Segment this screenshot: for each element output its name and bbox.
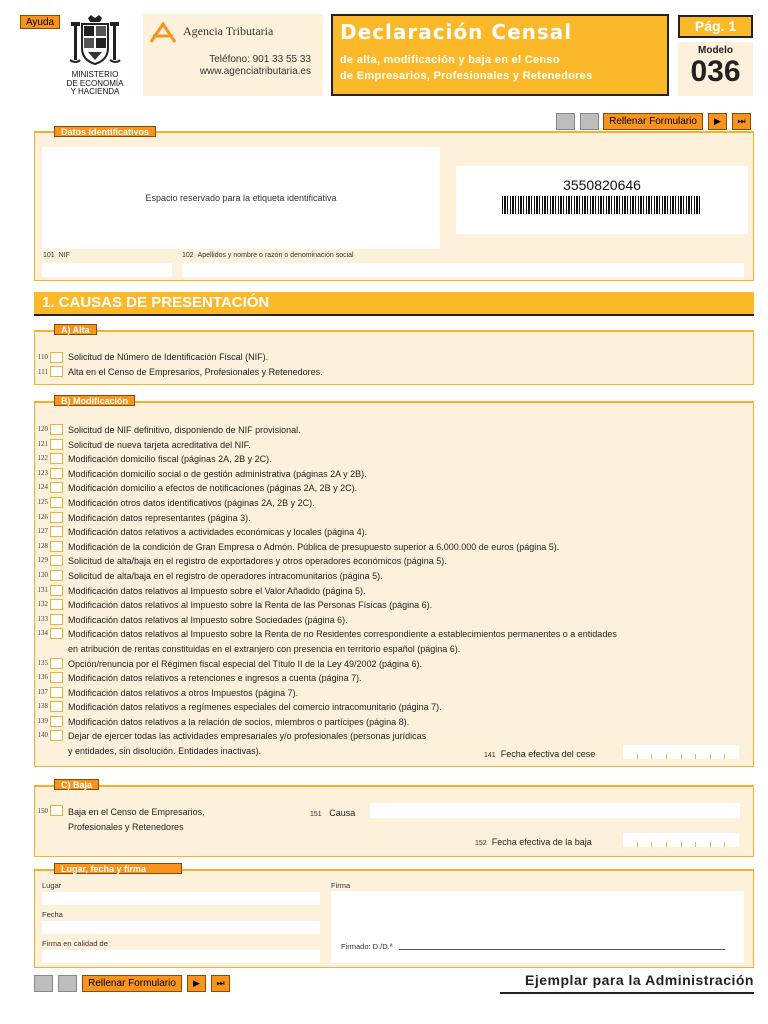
baja-item: 150 Baja en el Censo de Empresarios, Profesionales y Retenedores — [36, 805, 205, 834]
checkbox-135[interactable] — [50, 658, 63, 669]
checkbox-129[interactable] — [50, 555, 63, 566]
form-title-box — [331, 14, 669, 96]
list-item-text: Modificación datos relativos a regímenes especiales del comercio intracomunitario (página 7). — [68, 702, 442, 713]
fill-form-button-bottom[interactable]: Rellenar Formulario — [82, 975, 182, 992]
ministry-name: MINISTERIO DE ECONOMÍA Y HACIENDA — [66, 70, 124, 96]
alta-section-label: A) Alta — [54, 324, 97, 335]
checkbox-136[interactable] — [50, 672, 63, 683]
baja-date-label: 152 Fecha efectiva de la baja — [475, 837, 592, 847]
date-input[interactable] — [42, 921, 320, 934]
next-arrow-icon: ▶ — [193, 978, 200, 988]
list-item-text: Modificación de la condición de Gran Empresa o Admón. Pública de presupuesto superior a 6.000.000 de euros (página 5). — [68, 541, 560, 552]
barcode-box — [456, 166, 748, 234]
prev-nav-button[interactable] — [556, 113, 575, 130]
list-item: 122 Modificación domicilio fiscal (páginas 2A, 2B y 2C). — [36, 452, 617, 467]
checkbox-138[interactable] — [50, 701, 63, 712]
list-item: 110 Solicitud de Número de Identificación Fiscal (NIF). — [37, 352, 269, 363]
list-item: 139 Modificación datos relativos a la relación de socios, miembros o partícipes (página 8). — [36, 715, 617, 730]
list-item-text: Modificación datos relativos al Impuesto sobre la Renta de no Residentes correspondiente a establecimientos permanentes o a entidades — [68, 629, 617, 640]
cese-date-input[interactable] — [623, 745, 739, 759]
causa-label: 151 Causa — [310, 808, 356, 818]
checkbox-127[interactable] — [50, 526, 63, 537]
nif-input[interactable] — [42, 263, 172, 277]
checkbox-128[interactable] — [50, 541, 63, 552]
list-item: 133 Modificación datos relativos al Impuesto sobre Sociedades (página 6). — [36, 613, 617, 628]
cese-date-label: 141 Fecha efectiva del cese — [484, 749, 596, 759]
list-item-text: Solicitud de NIF definitivo, disponiendo de NIF provisional. — [68, 425, 301, 435]
form-subtitle-1: de alta, modificación y baja en el Censo — [340, 54, 560, 66]
checkbox-137[interactable] — [50, 687, 63, 698]
checkbox-132[interactable] — [50, 599, 63, 610]
list-item: 126 Modificación datos representantes (página 3). — [36, 511, 617, 526]
list-item-text: Modificación datos representantes (página 3). — [68, 512, 251, 523]
list-item-text: Modificación datos relativos a la relación de socios, miembros o partícipes (página 8). — [68, 716, 410, 727]
list-item: 111 Alta en el Censo de Empresarios, Profesionales y Retenedores. — [38, 366, 323, 377]
agency-box — [143, 14, 323, 96]
checkbox-131[interactable] — [50, 585, 63, 596]
agency-name: Agencia Tributaria — [183, 24, 274, 38]
prev-nav-button-bottom[interactable] — [34, 975, 53, 992]
next-arrow-icon: ▶ — [714, 116, 721, 126]
last-page-button-bottom[interactable] — [211, 975, 230, 992]
model-number: 036 — [690, 55, 741, 88]
checkbox-124[interactable] — [50, 482, 63, 493]
list-item: 125 Modificación otros datos identificativos (páginas 2A, 2B y 2C). — [36, 496, 617, 511]
causas-section-title: 1. CAUSAS DE PRESENTACIÓN — [34, 292, 754, 316]
model-box — [678, 42, 753, 96]
identification-section-label: Datos identificativos — [54, 126, 156, 137]
place-input[interactable] — [42, 892, 320, 905]
last-arrow-icon: ⏭ — [737, 116, 746, 126]
list-item: 131 Modificación datos relativos al Impuesto sobre el Valor Añadido (página 5). — [36, 584, 617, 599]
page-number: Pág. 1 — [678, 15, 753, 38]
first-nav-button[interactable] — [580, 113, 599, 130]
checkbox-126[interactable] — [50, 512, 63, 523]
list-item: 138 Modificación datos relativos a regímenes especiales del comercio intracomunitario (página 7). — [36, 700, 617, 715]
list-item: 132 Modificación datos relativos al Impuesto sobre la Renta de las Personas Físicas (página 6). — [36, 598, 617, 613]
capacity-input[interactable] — [42, 950, 320, 963]
agency-logo-icon — [149, 22, 177, 46]
next-page-button-bottom[interactable] — [187, 975, 206, 992]
model-label: Modelo — [698, 45, 733, 56]
list-item-text: Solicitud de nueva tarjeta acreditativa del NIF. — [68, 439, 251, 450]
checkbox-125[interactable] — [50, 497, 63, 508]
checkbox-111[interactable] — [50, 366, 63, 377]
list-item: 121 Solicitud de nueva tarjeta acreditativa del NIF. — [36, 438, 617, 453]
signed-by-label: Firmado: D./D.ª — [341, 942, 393, 951]
list-item-text: en atribución de rentas constituidas en el extranjero con presencia en territorio español (página 6). — [68, 643, 461, 654]
list-item-text: Modificación domicilio fiscal (páginas 2A, 2B y 2C). — [68, 454, 272, 465]
place-label: Lugar — [42, 881, 62, 890]
baja-section-label: C) Baja — [54, 779, 99, 790]
list-item: 120 Solicitud de NIF definitivo, disponiendo de NIF provisional. — [36, 423, 617, 438]
signature-label: Firma — [331, 881, 351, 890]
list-item: 124 Modificación domicilio a efectos de notificaciones (páginas 2A, 2B y 2C). — [36, 481, 617, 496]
causa-input[interactable] — [370, 803, 740, 818]
last-arrow-icon: ⏭ — [216, 978, 225, 988]
help-button[interactable]: Ayuda — [20, 15, 60, 29]
coat-of-arms-logo — [66, 14, 124, 70]
list-item: 137 Modificación datos relativos a otros Impuestos (página 7). — [36, 686, 617, 701]
signature-box[interactable] — [331, 891, 744, 963]
checkbox-139[interactable] — [50, 716, 63, 727]
checkbox-130[interactable] — [50, 570, 63, 581]
list-item: 123 Modificación domicilio social o de gestión administrativa (páginas 2A y 2B). — [36, 467, 617, 482]
signature-section-label: Lugar, fecha y firma — [54, 863, 182, 874]
label-space-box — [42, 147, 440, 249]
checkbox-123[interactable] — [50, 468, 63, 479]
capacity-label: Firma en calidad de — [42, 939, 108, 948]
list-item-text: Modificación datos relativos al Impuesto sobre la Renta de las Personas Físicas (página 6). — [68, 600, 433, 611]
list-item-text: Modificación datos relativos a retenciones e ingresos a cuenta (página 7). — [68, 673, 362, 684]
list-item-text: Solicitud de alta/baja en el registro de operadores intracomunitarios (página 5). — [68, 570, 383, 581]
nif-number: 101 NIF — [43, 252, 70, 259]
list-item: 128 Modificación de la condición de Gran Empresa o Admón. Pública de presupuesto superior a 6.000.000 de euros (página 5). — [36, 540, 617, 555]
list-item: 130 Solicitud de alta/baja en el registro de operadores intracomunitarios (página 5). — [36, 569, 617, 584]
list-item-text: Opción/renuncia por el Régimen fiscal especial del Título II de la Ley 49/2002 (página 6). — [68, 658, 423, 669]
list-item-text: Modificación datos relativos al Impuesto sobre Sociedades (página 6). — [68, 614, 348, 625]
checkbox-133[interactable] — [50, 614, 63, 625]
checkbox-110[interactable] — [50, 352, 63, 363]
agency-phone: Teléfono: 901 33 55 33 — [209, 54, 311, 65]
agency-website: www.agenciatributaria.es — [199, 66, 311, 77]
name-number: 102 Apellidos y nombre o razón o denominación social — [182, 252, 354, 259]
list-item: 140 Dejar de ejercer todas las actividades empresariales y/o profesionales (personas jurídicas y entidades, sin disolución. Entidades inactivas). — [36, 729, 617, 758]
list-item: 129 Solicitud de alta/baja en el registro de exportadores y otros operadores económicos (página 5). — [36, 554, 617, 569]
checkbox-122[interactable] — [50, 453, 63, 464]
alta-list — [36, 350, 323, 379]
barcode-number: 3550820646 — [563, 177, 641, 193]
form-subtitle-2: de Empresarios, Profesionales y Retenedores — [340, 70, 593, 82]
list-item-text: Dejar de ejercer todas las actividades empresariales y/o profesionales (personas jurídicas — [68, 731, 427, 742]
form-title: Declaración Censal — [340, 20, 573, 44]
date-label: Fecha — [42, 910, 63, 919]
list-item-text: Solicitud de alta/baja en el registro de exportadores y otros operadores económicos (página 5). — [68, 556, 447, 567]
copy-label: Ejemplar para la Administración — [500, 972, 754, 994]
list-item-text: Modificación datos relativos al Impuesto sobre el Valor Añadido (página 5). — [68, 585, 366, 596]
list-item-text: Modificación domicilio social o de gestión administrativa (páginas 2A y 2B). — [68, 468, 367, 479]
list-item: 134 Modificación datos relativos al Impuesto sobre la Renta de no Residentes correspondiente a establecimientos permanentes o a entidades en atribución de rentas constituidas en el extranjero con presencia en territorio español (página 6). — [36, 627, 617, 656]
label-space-text: Espacio reservado para la etiqueta identificativa — [145, 193, 337, 203]
barcode-graphic — [502, 196, 702, 214]
checkbox-120[interactable] — [50, 424, 63, 435]
list-item: 135 Opción/renuncia por el Régimen fiscal especial del Título II de la Ley 49/2002 (página 6). — [36, 657, 617, 672]
first-nav-button-bottom[interactable] — [58, 975, 77, 992]
baja-date-input[interactable] — [623, 833, 739, 847]
modificacion-list — [36, 423, 617, 759]
list-item: 127 Modificación datos relativos a actividades económicas y locales (página 4). — [36, 525, 617, 540]
list-item: 136 Modificación datos relativos a retenciones e ingresos a cuenta (página 7). — [36, 671, 617, 686]
fill-form-button-top[interactable]: Rellenar Formulario — [603, 113, 703, 130]
list-item-text: y entidades, sin disolución. Entidades inactivas). — [68, 746, 262, 757]
signed-by-line — [399, 949, 725, 950]
list-item-text: Modificación datos relativos a actividades económicas y locales (página 4). — [68, 527, 368, 538]
name-input[interactable] — [182, 263, 744, 277]
checkbox-134[interactable] — [50, 628, 63, 639]
checkbox-150[interactable] — [50, 805, 63, 816]
modificacion-section-label: B) Modificación — [54, 395, 135, 406]
checkbox-140[interactable] — [50, 730, 63, 741]
next-page-button-top[interactable] — [708, 113, 727, 130]
list-item-text: Modificación otros datos identificativos (páginas 2A, 2B y 2C). — [68, 497, 315, 508]
list-item-text: Modificación domicilio a efectos de notificaciones (páginas 2A, 2B y 2C). — [68, 483, 358, 494]
checkbox-121[interactable] — [50, 439, 63, 450]
last-page-button-top[interactable] — [732, 113, 751, 130]
baja-text: Baja en el Censo de Empresarios, Profesionales y Retenedores — [68, 807, 205, 832]
list-item-text: Modificación datos relativos a otros Impuestos (página 7). — [68, 687, 299, 698]
